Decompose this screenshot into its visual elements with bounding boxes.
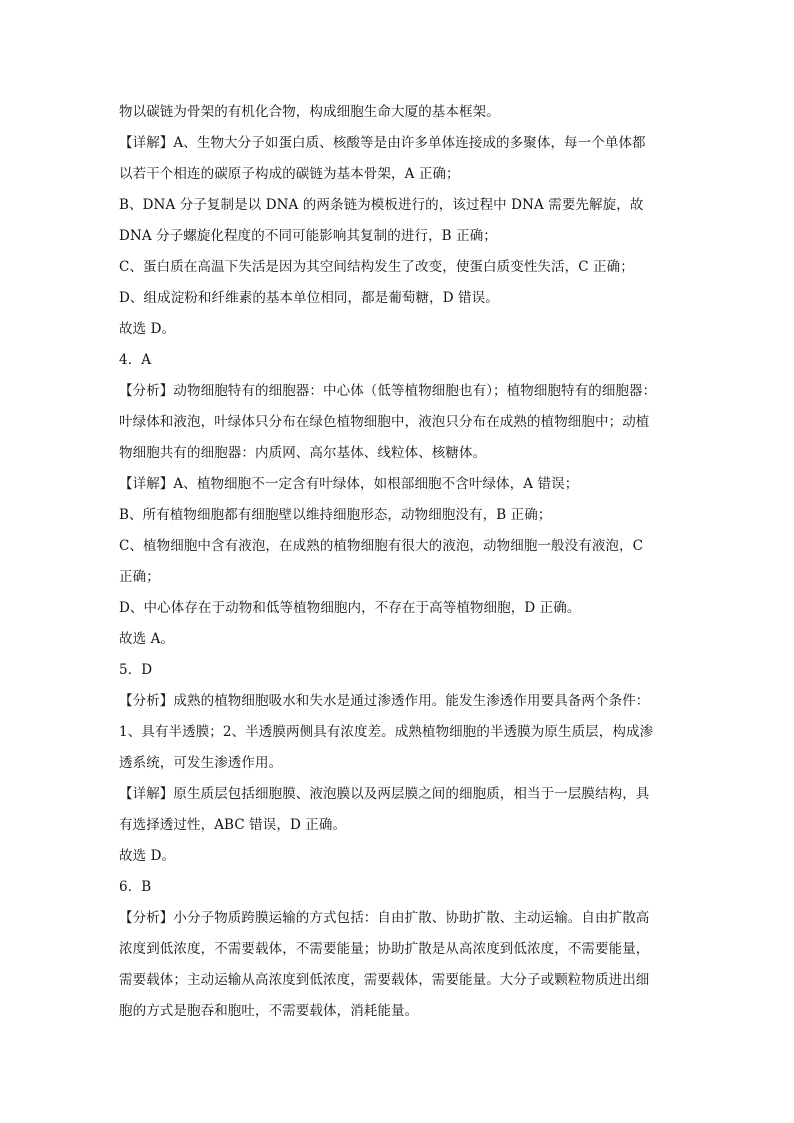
- text-line: 透系统，可发生渗透作用。: [119, 755, 283, 771]
- text-line: 需要载体；主动运输从高浓度到低浓度，需要载体，需要能量。大分子或颗粒物质进出细: [119, 972, 650, 988]
- text-line: B、所有植物细胞都有细胞壁以维持细胞形态，动物细胞没有，B 正确；: [119, 507, 552, 523]
- text-line: 有选择透过性，ABC 错误，D 正确。: [119, 817, 347, 833]
- text-line: 胞的方式是胞吞和胞吐，不需要载体，消耗能量。: [119, 1003, 419, 1019]
- text-line: 故选 D。: [119, 321, 176, 337]
- text-line: 1、具有半透膜；2、半透膜两侧具有浓度差。成熟植物细胞的半透膜为原生质层，构成渗: [119, 724, 654, 740]
- text-line: 【分析】成熟的植物细胞吸水和失水是通过渗透作用。能发生渗透作用要具备两个条件：: [119, 693, 650, 709]
- text-line: 以若干个相连的碳原子构成的碳链为基本骨架，A 正确；: [119, 166, 460, 182]
- text-line: 【详解】A、生物大分子如蛋白质、核酸等是由许多单体连接成的多聚体，每一个单体都: [119, 135, 646, 151]
- answer-heading: 6．B: [119, 879, 152, 895]
- text-line: 正确；: [119, 569, 160, 585]
- text-line: 物细胞共有的细胞器：内质网、高尔基体、线粒体、核糖体。: [119, 445, 487, 461]
- text-line: 【详解】原生质层包括细胞膜、液泡膜以及两层膜之间的细胞质，相当于一层膜结构，具: [119, 786, 650, 802]
- text-line: 【分析】动物细胞特有的细胞器：中心体（低等植物细胞也有）；植物细胞特有的细胞器：: [119, 383, 657, 399]
- text-line: C、蛋白质在高温下失活是因为其空间结构发生了改变，使蛋白质变性失活，C 正确；: [119, 259, 634, 275]
- document-body: [119, 97, 681, 1027]
- answer-heading: 4．A: [119, 352, 152, 368]
- text-line: 故选 D。: [119, 848, 176, 864]
- text-line: 【详解】A、植物细胞不一定含有叶绿体，如根部细胞不含叶绿体，A 错误；: [119, 476, 579, 492]
- text-line: 故选 A。: [119, 631, 175, 647]
- text-line: 浓度到低浓度，不需要载体，不需要能量；协助扩散是从高浓度到低浓度，不需要能量，: [119, 941, 650, 957]
- text-line: 叶绿体和液泡，叶绿体只分布在绿色植物细胞中，液泡只分布在成熟的植物细胞中；动植: [119, 414, 650, 430]
- text-line: DNA 分子螺旋化程度的不同可能影响其复制的进行，B 正确；: [119, 228, 497, 244]
- text-line: D、组成淀粉和纤维素的基本单位相同，都是葡萄糖，D 错误。: [119, 290, 499, 306]
- answer-heading: 5．D: [119, 662, 153, 678]
- text-line: B、DNA 分子复制是以 DNA 的两条链为模板进行的，该过程中 DNA 需要先解旋，故: [119, 197, 644, 213]
- text-line: D、中心体存在于动物和低等植物细胞内，不存在于高等植物细胞，D 正确。: [119, 600, 581, 616]
- text-line: 物以碳链为骨架的有机化合物，构成细胞生命大厦的基本框架。: [119, 104, 500, 120]
- text-line: 【分析】小分子物质跨膜运输的方式包括：自由扩散、协助扩散、主动运输。自由扩散高: [119, 910, 650, 926]
- text-line: C、植物细胞中含有液泡，在成熟的植物细胞有很大的液泡，动物细胞一般没有液泡，C: [119, 538, 644, 554]
